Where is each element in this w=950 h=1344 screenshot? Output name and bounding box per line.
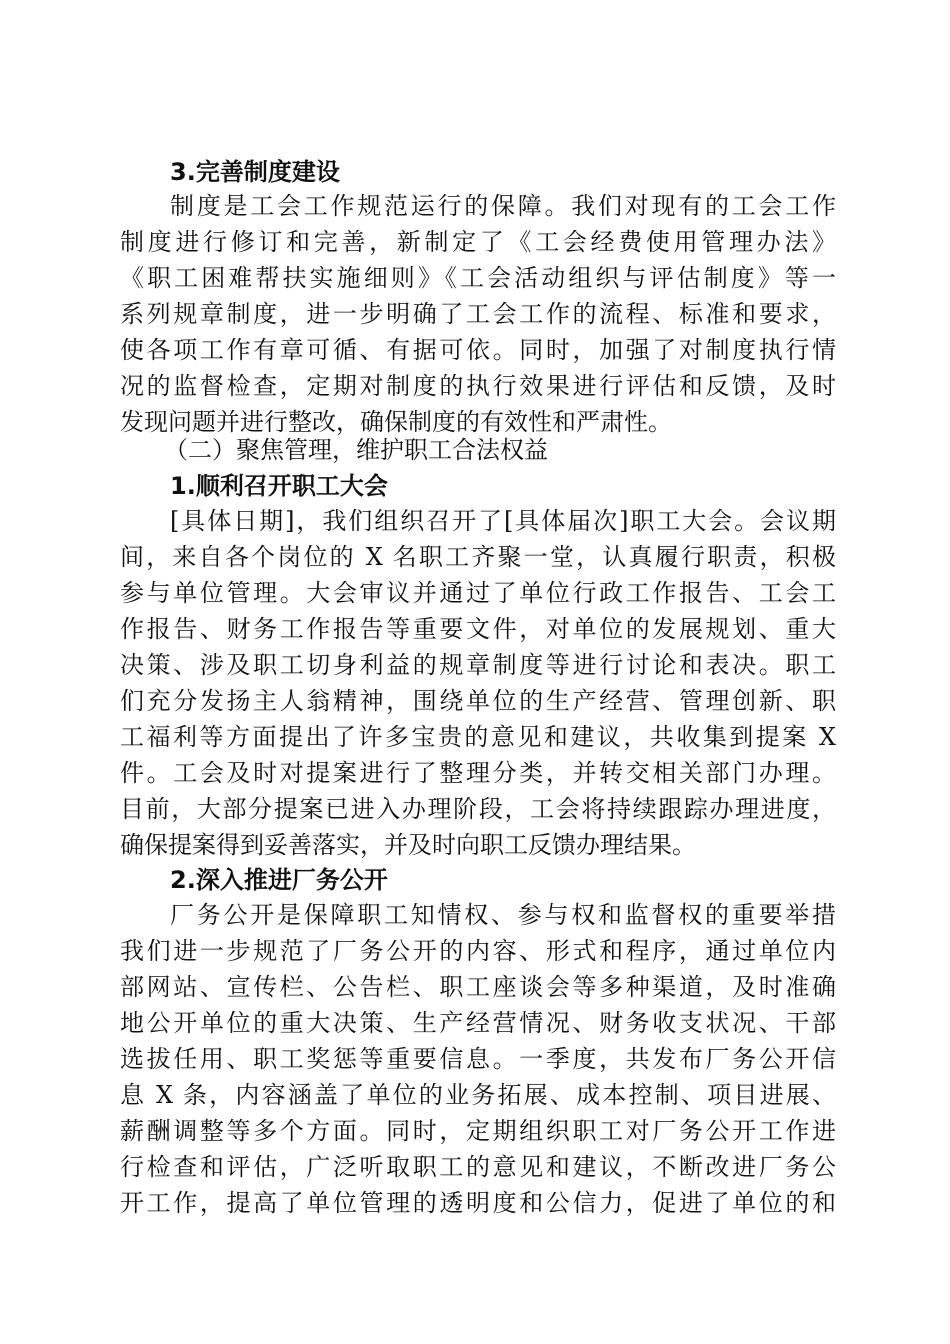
paragraph-line: 工福利等方面提出了许多宝贵的意见和建议，共收集到提案 X: [120, 723, 836, 751]
section-heading-3: 3.完善制度建设: [170, 158, 340, 186]
paragraph-line: 我们进一步规范了厂务公开的内容、形式和程序，通过单位内: [120, 937, 836, 965]
paragraph-line: 行检查和评估，广泛听取职工的意见和建议，不断改进厂务公: [120, 1153, 836, 1181]
paragraph-line: 《职工困难帮扶实施细则》《工会活动组织与评估制度》等一: [120, 264, 836, 292]
paragraph-line: 件。工会及时对提案进行了整理分类，并转交相关部门办理。: [120, 759, 836, 787]
paragraph-line: 确保提案得到妥善落实，并及时向职工反馈办理结果。: [120, 831, 696, 859]
paragraph-line: 选拔任用、职工奖惩等重要信息。一季度，共发布厂务公开信: [120, 1045, 836, 1073]
paragraph-line: 作报告、财务工作报告等重要文件，对单位的发展规划、重大: [120, 615, 836, 643]
section-heading-1: 1.顺利召开职工大会: [170, 472, 388, 500]
paragraph-line: 发现问题并进行整改，确保制度的有效性和严肃性。: [120, 408, 672, 436]
paragraph-line: 薪酬调整等多个方面。同时，定期组织职工对厂务公开工作进: [120, 1117, 836, 1145]
paragraph-line: 况的监督检查，定期对制度的执行效果进行评估和反馈，及时: [120, 372, 836, 400]
paragraph-line: 目前，大部分提案已进入办理阶段，工会将持续跟踪办理进度，: [120, 795, 836, 823]
paragraph-line: 部网站、宣传栏、公告栏、职工座谈会等多种渠道，及时准确: [120, 973, 836, 1001]
part-heading-2: （二）聚焦管理，维护职工合法权益: [164, 436, 548, 464]
paragraph-line: 地公开单位的重大决策、生产经营情况、财务收支状况、干部: [120, 1009, 836, 1037]
paragraph-line: 开工作，提高了单位管理的透明度和公信力，促进了单位的和: [120, 1189, 836, 1217]
paragraph-line: 参与单位管理。大会审议并通过了单位行政工作报告、工会工: [120, 579, 836, 607]
section-heading-2: 2.深入推进厂务公开: [170, 866, 388, 894]
paragraph-line: 制度是工会工作规范运行的保障。我们对现有的工会工作: [170, 192, 836, 220]
paragraph-line: 系列规章制度，进一步明确了工会工作的流程、标准和要求，: [120, 300, 836, 328]
paragraph-line: 制度进行修订和完善，新制定了《工会经费使用管理办法》: [120, 228, 836, 256]
paragraph-line: 息 X 条，内容涵盖了单位的业务拓展、成本控制、项目进展、: [120, 1081, 836, 1109]
paragraph-line: 决策、涉及职工切身利益的规章制度等进行讨论和表决。职工: [120, 651, 836, 679]
paragraph-line: 们充分发扬主人翁精神，围绕单位的生产经营、管理创新、职: [120, 687, 836, 715]
paragraph-line: 使各项工作有章可循、有据可依。同时，加强了对制度执行情: [120, 336, 836, 364]
paragraph-line: 间，来自各个岗位的 X 名职工齐聚一堂，认真履行职责，积极: [120, 543, 836, 571]
paragraph-line: [具体日期]，我们组织召开了[具体届次]职工大会。会议期: [170, 507, 836, 535]
paragraph-line: 厂务公开是保障职工知情权、参与权和监督权的重要举措: [170, 901, 836, 929]
